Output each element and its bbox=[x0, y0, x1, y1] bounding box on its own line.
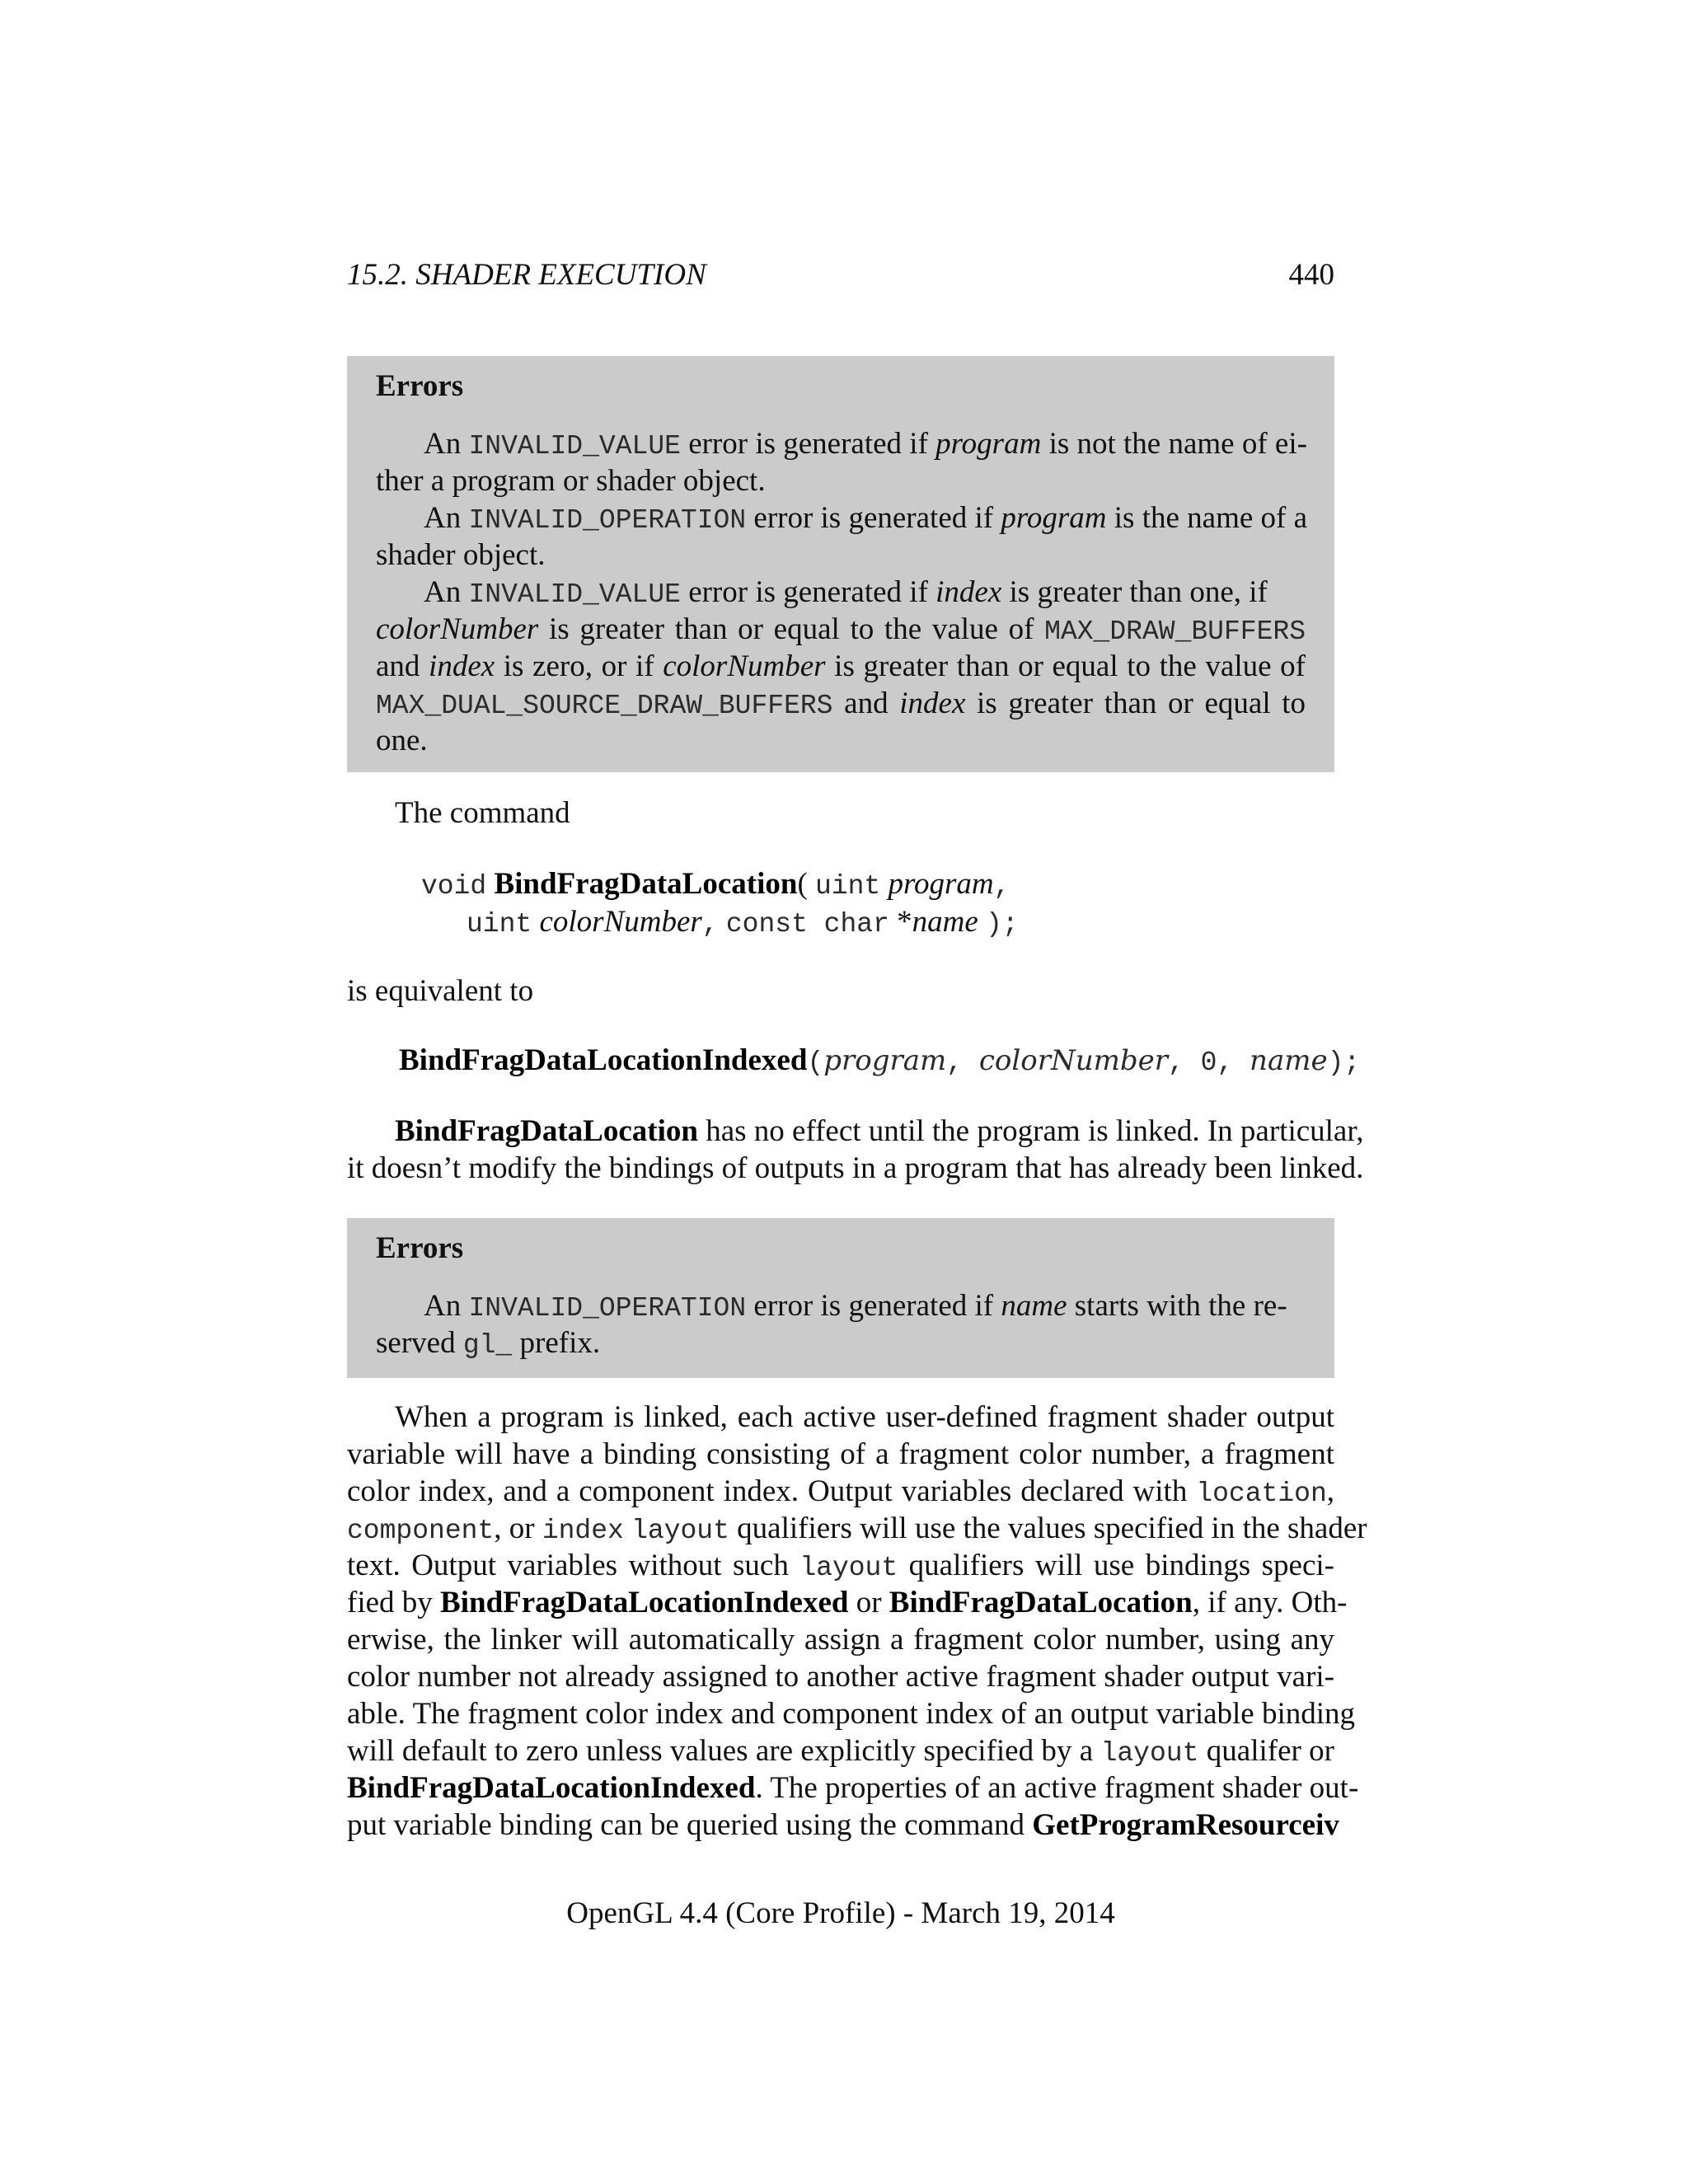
text: error is generated if bbox=[688, 575, 928, 609]
parameter-name: colorNumber bbox=[376, 612, 539, 646]
body-line bbox=[347, 1547, 1334, 1586]
error-line bbox=[376, 537, 1306, 574]
parameter-name: name bbox=[1001, 1289, 1067, 1323]
body-line bbox=[347, 1150, 1364, 1187]
command-name: BindFragDataLocationIndexed bbox=[440, 1586, 849, 1619]
command-name: BindFragDataLocation bbox=[494, 867, 798, 901]
text: fied by bbox=[347, 1586, 433, 1619]
type-name: const char bbox=[725, 909, 889, 940]
code-keyword: location bbox=[1196, 1479, 1327, 1509]
code-constant: INVALID_OPERATION bbox=[468, 1293, 747, 1324]
text: ther a program or shader object. bbox=[376, 464, 766, 498]
command-name: GetProgramResourceiv bbox=[1032, 1808, 1339, 1842]
parameter-name: colorNumber bbox=[539, 905, 702, 939]
text: qualifer or bbox=[1206, 1734, 1334, 1768]
punct: , bbox=[1168, 1047, 1201, 1078]
code-keyword: index bbox=[542, 1516, 624, 1546]
running-header bbox=[347, 257, 1334, 298]
equivalent-call bbox=[399, 1042, 1360, 1081]
text: error is generated if bbox=[753, 501, 994, 535]
code-constant: MAX_DRAW_BUFFERS bbox=[1044, 616, 1306, 647]
text: able. The fragment color index and component index of an output variable binding bbox=[347, 1697, 1356, 1731]
punct: ( bbox=[807, 1047, 824, 1078]
parameter-name: program bbox=[1001, 501, 1107, 535]
error-line bbox=[376, 611, 1306, 650]
body-line bbox=[347, 1436, 1334, 1473]
body-line bbox=[347, 1807, 1339, 1844]
text: An bbox=[424, 1289, 462, 1323]
errors-box bbox=[347, 356, 1334, 772]
errors-heading: Errors bbox=[376, 369, 464, 403]
command-name: BindFragDataLocationIndexed bbox=[347, 1771, 756, 1805]
text: text. Output variables without such bbox=[347, 1549, 789, 1582]
code-constant: INVALID_VALUE bbox=[468, 579, 681, 610]
text: is greater than or equal to bbox=[977, 687, 1306, 720]
text: is greater than or equal to the value of bbox=[549, 612, 1034, 646]
section-title: 15.2. SHADER EXECUTION bbox=[347, 258, 706, 292]
parameter-name: colorNumber bbox=[978, 1044, 1169, 1077]
text: shader object. bbox=[376, 538, 546, 572]
text: is greater than one, if bbox=[1009, 575, 1268, 609]
body-line bbox=[347, 1695, 1356, 1732]
text: put variable binding can be queried using the command bbox=[347, 1808, 1025, 1842]
text: color index, and a component index. Output variables declared with bbox=[347, 1474, 1188, 1508]
error-line bbox=[376, 462, 1306, 499]
parameter-name: program bbox=[888, 867, 994, 901]
text: has no effect until the program is linked. In particular, bbox=[706, 1114, 1364, 1148]
function-prototype bbox=[467, 903, 1019, 943]
error-line bbox=[424, 1287, 1287, 1327]
text: served bbox=[376, 1326, 456, 1360]
type-name: uint bbox=[815, 871, 881, 902]
error-line bbox=[376, 648, 1306, 685]
pointer: * bbox=[897, 905, 912, 939]
text: , if any. Oth- bbox=[1192, 1586, 1348, 1619]
text: and bbox=[844, 687, 889, 720]
body-line bbox=[347, 1732, 1334, 1772]
body-line bbox=[347, 1621, 1334, 1658]
body-line bbox=[395, 1399, 1334, 1436]
command-name: BindFragDataLocation bbox=[889, 1586, 1193, 1619]
text: color number not already assigned to another active fragment shader output vari- bbox=[347, 1660, 1334, 1694]
error-line bbox=[376, 722, 1306, 759]
text: qualifiers will use bindings speci- bbox=[908, 1549, 1334, 1582]
paren: ( bbox=[797, 867, 808, 901]
punct: , bbox=[993, 871, 1010, 902]
error-line bbox=[424, 499, 1308, 539]
text: erwise, the linker will automatically assign a fragment color number, using any bbox=[347, 1623, 1334, 1657]
text: is the name of a bbox=[1114, 501, 1308, 535]
body-line bbox=[347, 1584, 1348, 1621]
punct: , bbox=[946, 1047, 979, 1078]
code-keyword: layout bbox=[799, 1553, 898, 1583]
error-line bbox=[424, 574, 1268, 613]
error-line bbox=[376, 685, 1306, 724]
body-line bbox=[347, 1473, 1334, 1512]
text: error is generated if bbox=[688, 427, 928, 461]
text: An bbox=[424, 575, 462, 609]
punct: , bbox=[701, 909, 719, 940]
parameter-name: index bbox=[429, 649, 495, 683]
code-keyword: component bbox=[347, 1516, 495, 1546]
text: is greater than or equal to the value of bbox=[834, 649, 1306, 683]
errors-box bbox=[347, 1218, 1334, 1378]
parameter-name: program bbox=[823, 1044, 947, 1077]
punct: ); bbox=[1327, 1047, 1361, 1078]
paragraph: The command bbox=[395, 796, 570, 830]
text: qualifiers will use the values specified in the shader bbox=[737, 1511, 1367, 1545]
text: or bbox=[856, 1586, 882, 1619]
text: , bbox=[1326, 1474, 1335, 1508]
text: An bbox=[424, 501, 462, 535]
error-line bbox=[376, 1324, 1306, 1364]
body-line bbox=[347, 1510, 1367, 1549]
text: . The properties of an active fragment shader out- bbox=[755, 1771, 1359, 1805]
code-constant: MAX_DUAL_SOURCE_DRAW_BUFFERS bbox=[376, 691, 833, 721]
error-line bbox=[424, 425, 1307, 465]
return-type: void bbox=[421, 871, 487, 902]
text: is zero, or if bbox=[503, 649, 654, 683]
parameter-name: index bbox=[935, 575, 1002, 609]
text: and bbox=[376, 649, 420, 683]
punct: , bbox=[1217, 1047, 1250, 1078]
text: error is generated if bbox=[753, 1289, 994, 1323]
command-name: BindFragDataLocationIndexed bbox=[399, 1043, 808, 1077]
errors-heading: Errors bbox=[376, 1231, 464, 1265]
literal: 0 bbox=[1200, 1047, 1217, 1078]
code-keyword: layout bbox=[631, 1516, 729, 1546]
parameter-name: index bbox=[899, 687, 966, 720]
command-name: BindFragDataLocation bbox=[395, 1114, 698, 1148]
body-line bbox=[347, 1658, 1334, 1695]
text: When a program is linked, each active user-defined fragment shader output bbox=[395, 1400, 1334, 1434]
text: one. bbox=[376, 724, 428, 757]
code-constant: INVALID_OPERATION bbox=[468, 505, 747, 536]
text: An bbox=[424, 427, 462, 461]
text: variable will have a binding consisting of a fragment color number, a fragment bbox=[347, 1437, 1334, 1471]
code-keyword: layout bbox=[1100, 1738, 1199, 1769]
code-constant: INVALID_VALUE bbox=[468, 431, 681, 462]
function-prototype bbox=[421, 865, 1010, 905]
punct: ); bbox=[986, 909, 1019, 940]
text: it doesn’t modify the bindings of outputs in a program that has already been linked. bbox=[347, 1151, 1364, 1185]
body-line bbox=[395, 1113, 1364, 1150]
page-number: 440 bbox=[1288, 258, 1334, 292]
page-footer: OpenGL 4.4 (Core Profile) - March 19, 2014 bbox=[566, 1896, 1115, 1930]
parameter-name: program bbox=[935, 427, 1042, 461]
parameter-name: name bbox=[1250, 1044, 1328, 1077]
text: is not the name of ei- bbox=[1048, 427, 1307, 461]
text: prefix. bbox=[519, 1326, 601, 1360]
code-constant: gl_ bbox=[462, 1330, 513, 1361]
text: , or bbox=[494, 1511, 535, 1545]
body-line bbox=[347, 1769, 1359, 1807]
parameter-name: name bbox=[912, 905, 978, 939]
parameter-name: colorNumber bbox=[663, 649, 826, 683]
text: will default to zero unless values are explicitly specified by a bbox=[347, 1734, 1094, 1768]
paragraph: is equivalent to bbox=[347, 974, 534, 1008]
text: starts with the re- bbox=[1074, 1289, 1287, 1323]
type-name: uint bbox=[467, 909, 532, 940]
